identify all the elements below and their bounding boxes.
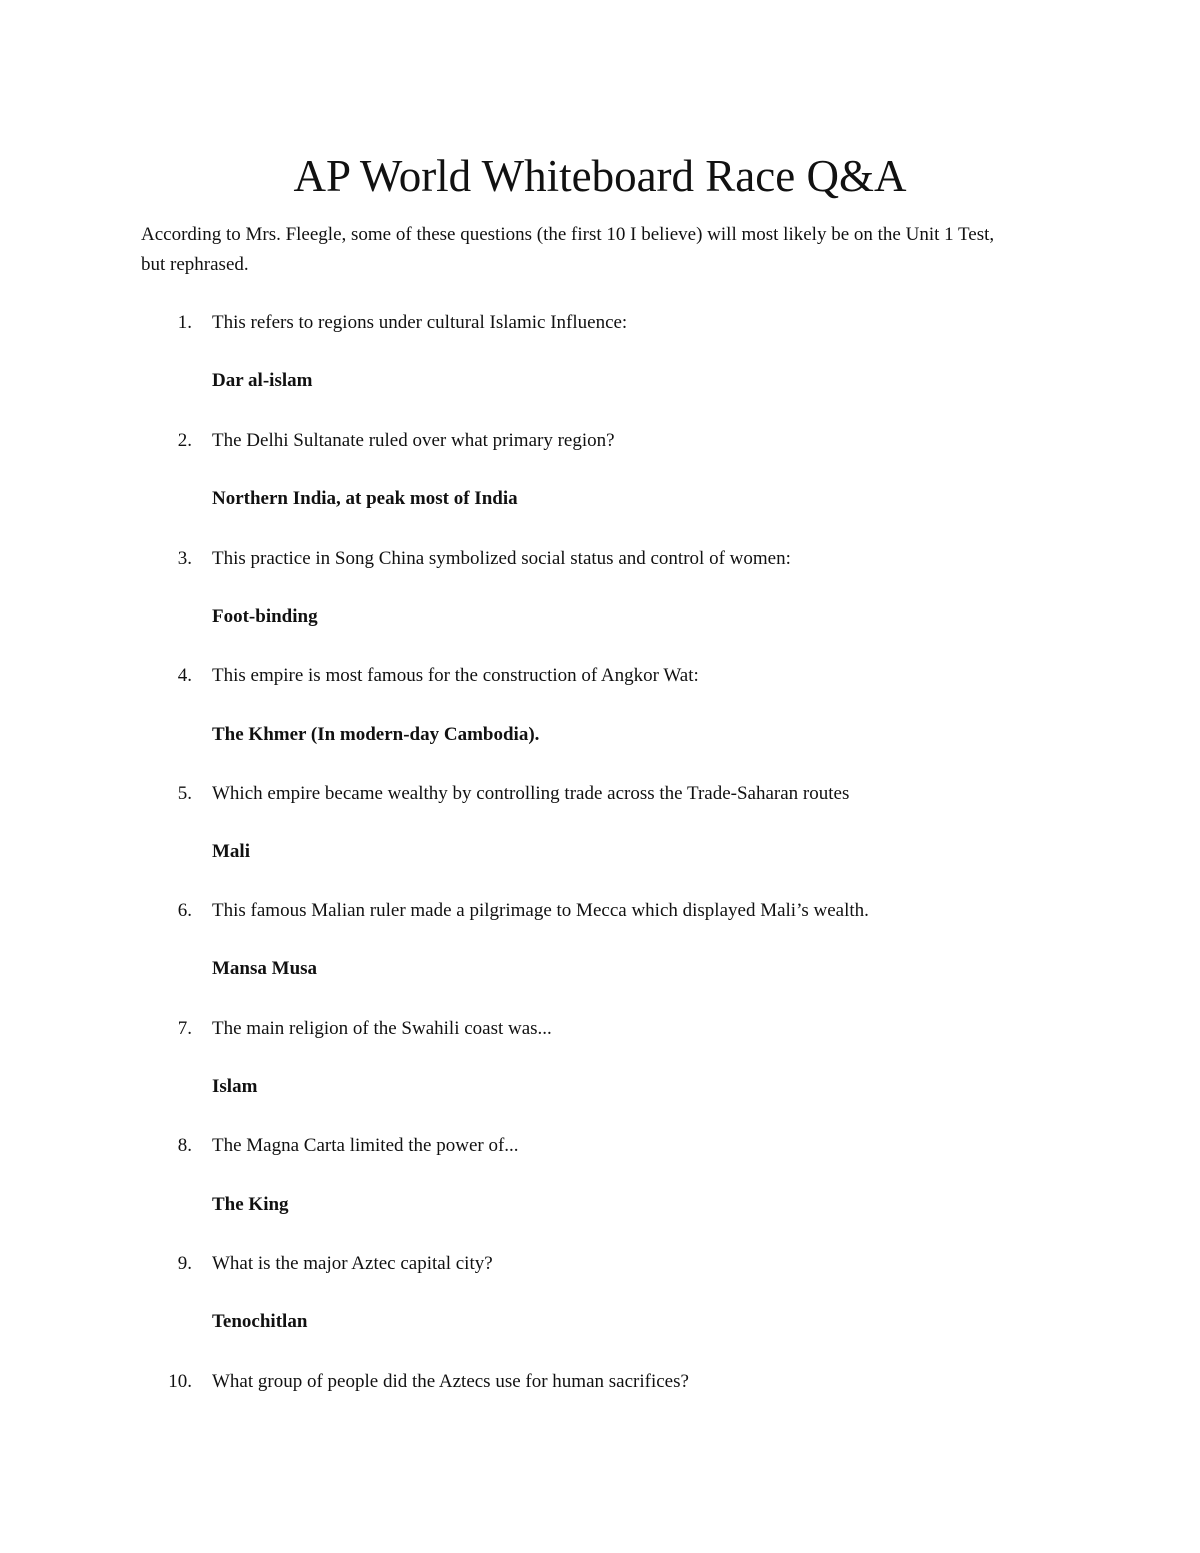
item-question: What is the major Aztec capital city? bbox=[212, 1253, 493, 1274]
item-number: 9. bbox=[177, 1253, 192, 1274]
item-number: 8. bbox=[177, 1135, 192, 1156]
item-answer: The Khmer (In modern-day Cambodia). bbox=[212, 724, 540, 745]
item-question: The Magna Carta limited the power of... bbox=[212, 1135, 519, 1156]
item-answer: Mansa Musa bbox=[212, 958, 318, 979]
item-answer: Northern India, at peak most of India bbox=[212, 488, 518, 509]
item-number: 4. bbox=[177, 665, 192, 686]
item-answer: Foot-binding bbox=[212, 606, 318, 627]
item-number: 1. bbox=[177, 312, 192, 333]
item-answer: Islam bbox=[212, 1076, 258, 1097]
item-question: What group of people did the Aztecs use for human sacrifices? bbox=[212, 1371, 689, 1392]
item-question: The main religion of the Swahili coast was... bbox=[212, 1018, 552, 1039]
item-number: 6. bbox=[177, 900, 192, 921]
item-number: 3. bbox=[177, 548, 192, 569]
item-number: 7. bbox=[177, 1018, 192, 1039]
intro-paragraph: According to Mrs. Fleegle, some of these questions (the first 10 I believe) will most likely be on the Unit 1 Test, but rephrased. bbox=[141, 224, 995, 275]
item-question: This refers to regions under cultural Islamic Influence: bbox=[212, 312, 628, 333]
item-answer: Dar al-islam bbox=[212, 370, 313, 391]
item-question: The Delhi Sultanate ruled over what primary region? bbox=[212, 430, 615, 451]
page-title: AP World Whiteboard Race Q&A bbox=[293, 151, 907, 201]
item-question: This practice in Song China symbolized social status and control of women: bbox=[212, 548, 791, 569]
item-number: 5. bbox=[177, 783, 192, 804]
item-answer: The King bbox=[212, 1194, 289, 1215]
item-question: This empire is most famous for the construction of Angkor Wat: bbox=[212, 665, 699, 686]
item-answer: Tenochitlan bbox=[212, 1311, 308, 1332]
item-question: This famous Malian ruler made a pilgrimage to Mecca which displayed Mali’s wealth. bbox=[212, 900, 869, 921]
item-number: 2. bbox=[177, 430, 192, 451]
item-question: Which empire became wealthy by controlling trade across the Trade-Saharan routes bbox=[212, 783, 850, 804]
item-number: 10. bbox=[168, 1371, 192, 1392]
item-answer: Mali bbox=[212, 841, 250, 862]
